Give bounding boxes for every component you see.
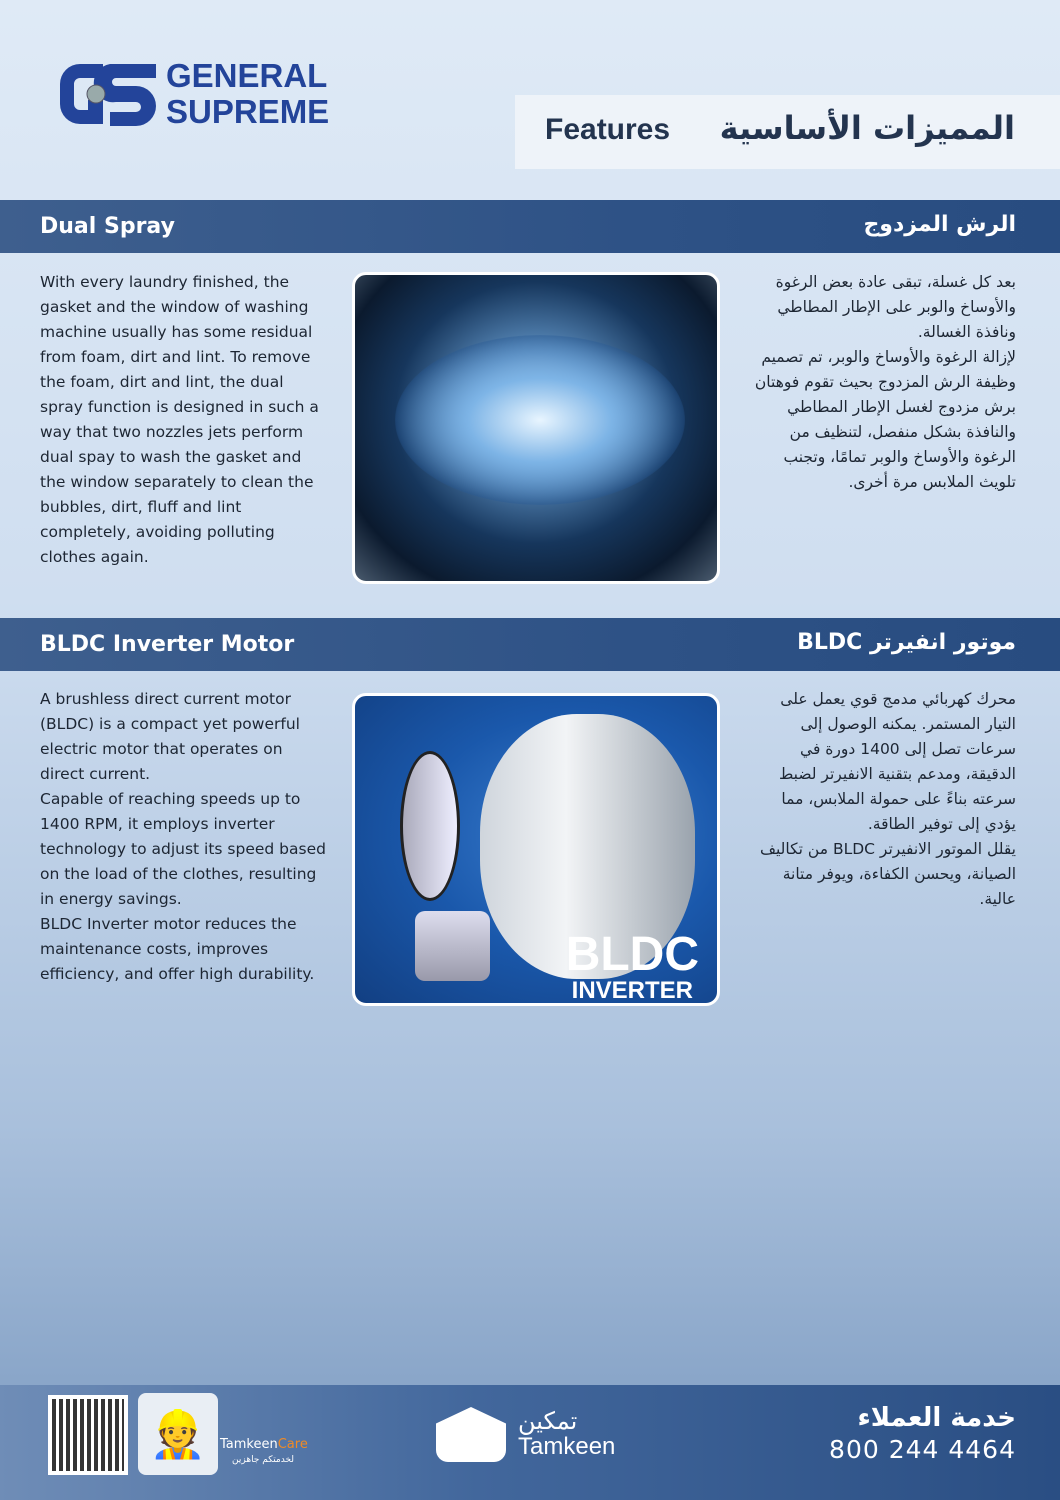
title-en: Features bbox=[545, 113, 671, 146]
tamkeen-care-logo bbox=[220, 1437, 308, 1452]
tamkeen-care-text: Tamkeen bbox=[220, 1437, 278, 1452]
technician-mascot-icon: 👷 bbox=[138, 1393, 218, 1475]
brand-line-1: GENERAL bbox=[166, 57, 328, 94]
tamkeen-care-tagline: لخدمتكم جاهزين bbox=[232, 1455, 295, 1465]
customer-service-label: خدمة العملاء bbox=[857, 1403, 1016, 1433]
dual-spray-text-en: With every laundry finished, the gasket and the window of washing machine usually has some residual from foam, dirt and lint. To remove the foam, dirt and lint, the dual spray function is designed in such a way that two nozzles jets perform dual spay to wash the gasket and the window separately to clean the bubbles, dirt, fluff and lint completely, avoiding polluting clothes again. bbox=[40, 273, 319, 566]
tamkeen-ar: تمكين bbox=[518, 1407, 578, 1435]
dual-spray-text-ar: بعد كل غسلة، تبقى عادة بعض الرغوة والأوساخ والوبر على الإطار المطاطي ونافذة الغسالة. لإزالة الرغوة والأوساخ والوبر، تم تصميم وظيفة الرش المزدوج بحيث تقوم فوهتان برش مزدوج لغسل الإطار المطاطي والنافذة بشكل منفصل، لتنظيف من الرغوة والأوساخ والوبر تمامًا، وتجنب تلويث الملابس مرة أخرى. bbox=[754, 273, 1016, 491]
bldc-label: BLDC bbox=[565, 928, 699, 981]
section-header-bldc bbox=[0, 618, 1060, 671]
brand-line-2: SUPREME bbox=[166, 93, 330, 130]
gs-logo-icon bbox=[58, 60, 158, 128]
care-text: Care bbox=[277, 1437, 308, 1452]
dual-spray-image bbox=[352, 272, 720, 584]
features-title-box bbox=[515, 95, 1060, 169]
title-ar: المميزات الأساسية bbox=[719, 109, 1015, 147]
bldc-text-en: A brushless direct current motor (BLDC) is a compact yet powerful electric motor that operates on direct current. Capable of reaching speeds up to 1400 RPM, it employs inverter technology to adjust its speed based on the load of the clothes, resulting in energy savings. BLDC Inverter motor reduces the maintenance costs, improves efficiency, and offer high durability. bbox=[40, 690, 326, 983]
section-header-dual-spray bbox=[0, 200, 1060, 253]
section-title-ar: موتور انفيرتر BLDC bbox=[797, 630, 1016, 655]
qr-code-icon[interactable] bbox=[48, 1395, 128, 1475]
tamkeen-logo-icon bbox=[436, 1407, 506, 1462]
tamkeen-en: Tamkeen bbox=[518, 1433, 616, 1460]
section-title-en: Dual Spray bbox=[40, 214, 175, 239]
section-title-en: BLDC Inverter Motor bbox=[40, 632, 295, 657]
bldc-text-ar: محرك كهربائي مدمج قوي يعمل على التيار المستمر. يمكنه الوصول إلى سرعات تصل إلى 1400 دورة في الدقيقة، ومدعم بتقنية الانفيرتر لضبط سرعته بناءً على حمولة الملابس، مما يؤدي إلى توفير الطاقة. يقلل الموتور الانفيرتر BLDC من تكاليف الصيانة، ويحسن الكفاءة، ويوفر متانة عالية. bbox=[759, 690, 1016, 908]
section-title-ar: الرش المزدوج bbox=[863, 212, 1016, 237]
bldc-motor-image bbox=[352, 693, 720, 1006]
customer-service-phone[interactable]: 800 244 4464 bbox=[829, 1435, 1016, 1464]
general-supreme-logo bbox=[58, 58, 358, 138]
footer bbox=[0, 1385, 1060, 1500]
inverter-label: INVERTER bbox=[571, 977, 694, 1004]
